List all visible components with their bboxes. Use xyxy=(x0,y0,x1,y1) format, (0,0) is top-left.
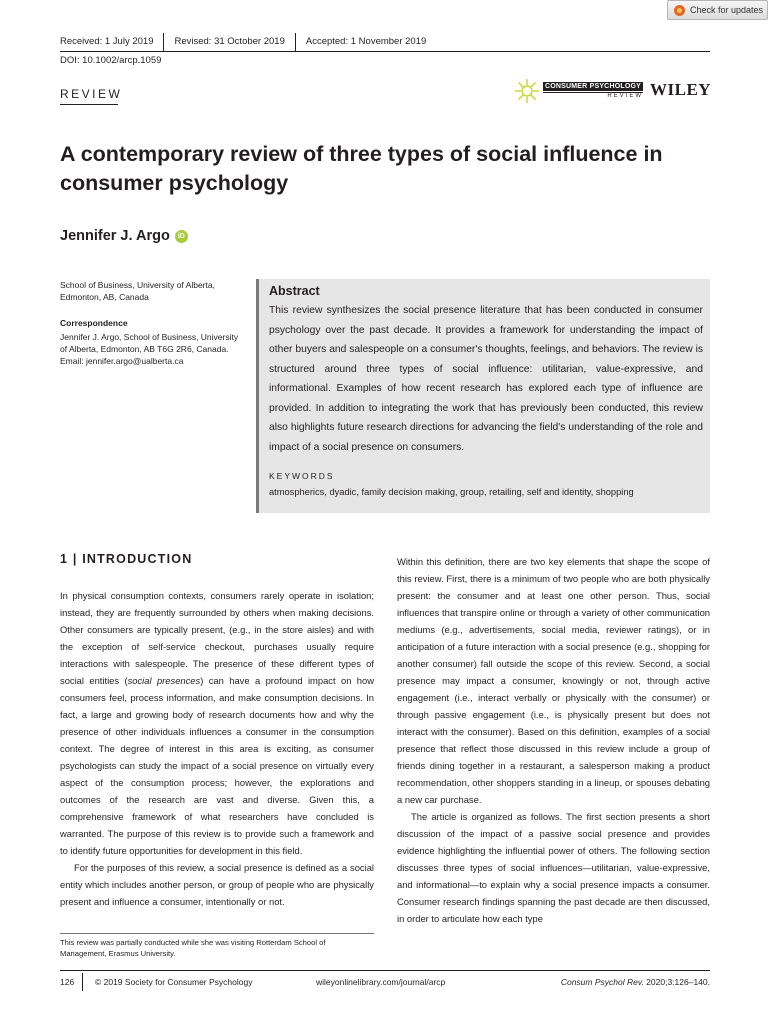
journal-logo-subtitle: REVIEW xyxy=(543,92,643,99)
section-heading-introduction: 1 | INTRODUCTION xyxy=(60,552,193,566)
article-title: A contemporary review of three types of social influence in consumer psychology xyxy=(60,142,663,195)
correspondence-address: Jennifer J. Argo, School of Business, University of Alberta, Edmonton, AB T6G 2R6, Canada. xyxy=(60,332,239,355)
paragraph: In physical consumption contexts, consumers rarely operate in isolation; instead, they are frequently surrounded by others when making decisions. Other consumers are typically present, (e.g., in the store aisles) and with the exception of self-service checkout, purchases usually require interactions with salespeople. The presence of these different types of social entities (social presences) can have a profound impact on how consumers feel, process information, and make consumption decisions. In fact, a large and growing body of research documents how and why the presence of other individuals influences a consumer in the consumption context. The degree of interest in this area is exciting, as consumer psychologists can study the impact of a social presence on virtually every aspect of the consumption process; however, the explorations and outcomes of the research are vast and diverse. Given this, a comprehensive framework of what researchers have concluded is warranted. The purpose of this review is to provide such a framework and to identify future opportunities for development in this field. xyxy=(60,590,375,856)
page-number: 126 xyxy=(60,973,83,991)
check-updates-icon xyxy=(674,5,685,16)
journal-logo xyxy=(543,82,643,99)
keywords-heading: KEYWORDS xyxy=(269,471,335,481)
body-column-left xyxy=(60,587,374,910)
article-type-rule xyxy=(60,104,118,105)
header-rule xyxy=(60,51,710,52)
citation: Consum Psychol Rev. 2020;3:126–140. xyxy=(560,977,710,987)
abstract-text: This review synthesizes the social presence literature that has been conducted in consumer psychology over the past decade. It provides a framework for understanding the impact of other buyers and salespeople on a consumer's thoughts, feelings, and behaviors. The review is structured around three types of social influence: utilitarian, value-expressive, and informational. Examples of how recent research has explored each type of influence are provided. In addition to integrating the work that has previously been conducted, this review also highlights future research directions for advancing the field's understanding of the role and impact of a social presence on consumers. xyxy=(269,305,703,453)
body-column-right xyxy=(397,553,710,927)
abstract-box xyxy=(256,279,710,513)
footnote: This review was partially conducted while she was visiting Rotterdam School of Management, Erasmus University. xyxy=(60,938,326,958)
check-for-updates-button[interactable] xyxy=(667,0,768,20)
footer-rule xyxy=(60,970,710,971)
journal-logo-icon xyxy=(514,78,540,104)
footnote-rule xyxy=(60,933,374,934)
received-date: Received: 1 July 2019 xyxy=(60,36,154,47)
article-type: REVIEW xyxy=(60,87,123,101)
affiliation: School of Business, University of Alberta, Edmonton, AB, Canada xyxy=(60,280,215,303)
author-line xyxy=(60,228,188,244)
journal-logo-name: CONSUMER PSYCHOLOGY xyxy=(545,83,641,90)
paragraph: For the purposes of this review, a social presence is defined as a social entity which includes another person, or group of people who are physically present and influence a consumer, intentionally or not. xyxy=(60,862,374,907)
page-footer xyxy=(60,973,710,991)
article-history xyxy=(60,33,436,51)
author-name: Jennifer J. Argo xyxy=(60,228,170,244)
doi[interactable]: DOI: 10.1002/arcp.1059 xyxy=(60,55,162,66)
correspondence-details xyxy=(60,331,245,368)
publisher-logo: WILEY xyxy=(650,80,712,99)
orcid-icon[interactable]: iD xyxy=(175,230,188,243)
revised-date: Revised: 31 October 2019 xyxy=(163,33,294,51)
accepted-date: Accepted: 1 November 2019 xyxy=(295,33,436,51)
correspondence-email[interactable]: Email: jennifer.argo@ualberta.ca xyxy=(60,356,184,367)
check-updates-label: Check for updates xyxy=(690,5,764,15)
keywords-list: atmospherics, dyadic, family decision making, group, retailing, self and identity, shopping xyxy=(269,487,634,497)
correspondence-heading: Correspondence xyxy=(60,318,128,328)
paragraph: The article is organized as follows. The first section presents a short discussion of the impact of a passive social presence and provides evidence highlighting the influential power of others. The following section discusses three types of social influences—utilitarian, value-expressive, and informational—to explain why a social presence impacts a consumer. Consumer research findings spanning the past decade are then discussed, in order to articulate how each type xyxy=(397,811,710,924)
paragraph: Within this definition, there are two key elements that shape the scope of this review. First, there is a minimum of two people who are both physically present: the consumer and at least one other person. Thus, social influences that transpire online or through a variety of other communication mediums (e.g., advertisements, social media, reviewer ratings), or in anticipation of a future interaction with a social presence (e.g., shopping for another consumer) fall outside the scope of this review. Second, a social presence may impact a consumer, knowingly or not, through active engagement (i.e., interact verbally or physically with the consumer) or through passive engagement (i.e., is physically present but does not interact with the consumer). Based on this definition, examples of a social presence that reflect those discussed in this review include a group of friends dining together in a restaurant, a salesperson making a product recommendation, other shoppers standing in a lineup, or spouses debating a new car purchase. xyxy=(397,556,710,805)
copyright: © 2019 Society for Consumer Psychology xyxy=(95,977,253,987)
abstract-heading: Abstract xyxy=(269,284,320,298)
journal-url[interactable]: wileyonlinelibrary.com/journal/arcp xyxy=(316,977,446,987)
